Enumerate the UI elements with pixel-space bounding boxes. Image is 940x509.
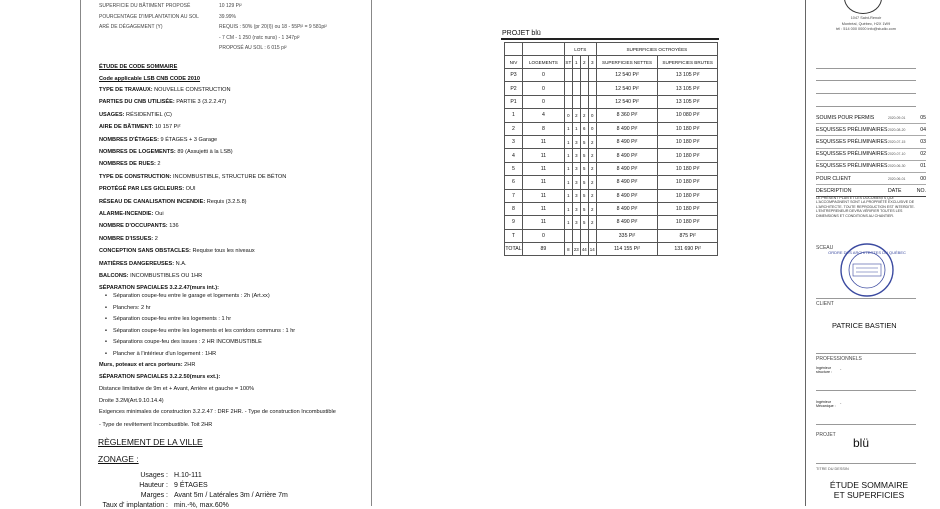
table-cell: 1	[564, 162, 572, 175]
table-row	[505, 229, 718, 242]
table-cell: 3	[572, 162, 580, 175]
table-cell: 11	[522, 135, 564, 148]
note-line: Droite 3.2M(Art.9.10.14.4)	[99, 398, 164, 404]
revision-row	[816, 112, 926, 124]
table-cell: 8 490 Pi²	[596, 176, 658, 189]
reglement-title: RÈGLEMENT DE LA VILLE	[98, 437, 203, 447]
code-field-value: 2	[153, 235, 158, 242]
separation-item: • Séparation coupe-feu entre les logements et les corridors communs : 1 hr	[105, 326, 295, 338]
table-cell: 11	[522, 189, 564, 202]
table-cell: 5	[580, 149, 588, 162]
table-cell: 11	[522, 202, 564, 215]
revision-date: 2020-07-15	[888, 139, 906, 144]
code-field-value: 10 157 Pi²	[153, 124, 181, 131]
header-cell	[505, 43, 523, 56]
pros-label: PROFESSIONNELS	[816, 356, 862, 362]
zonage-key: Hauteur :	[139, 482, 168, 489]
table-cell: 8 490 Pi²	[596, 162, 658, 175]
code-field-key: NOMBRES DE LOGEMENTS:	[99, 149, 176, 155]
area-value: 39.99%	[219, 13, 236, 20]
zonage-value: 9 ÉTAGES	[174, 482, 208, 489]
code-field-key: AIRE DE BÂTIMENT:	[99, 124, 154, 131]
table-cell: 1	[564, 135, 572, 148]
table-cell: 8	[564, 243, 572, 256]
code-field	[99, 161, 161, 167]
code-field-key: BALCONS:	[99, 273, 129, 279]
sheet-left-border	[80, 0, 81, 506]
code-field-key: CONCEPTION SANS OBSTACLES:	[99, 248, 191, 255]
table-cell: 5	[580, 135, 588, 148]
table-cell: 0	[522, 82, 564, 95]
code-field	[99, 362, 195, 368]
column-header: 3	[588, 56, 596, 69]
code-field	[99, 87, 231, 93]
table-cell: 10 180 Pi²	[658, 135, 718, 148]
tb-rule	[816, 298, 916, 299]
table-title-rule	[501, 38, 719, 40]
table-cell: 10 180 Pi²	[658, 176, 718, 189]
table-cell: 8 360 Pi²	[596, 109, 658, 122]
code-field-key: SÉPARATION SPACIALES 3.2.2.50(murs ext.):	[99, 374, 221, 380]
table-cell: 114 155 Pi²	[596, 243, 658, 256]
table-row	[505, 95, 718, 108]
table-cell: 2	[588, 216, 596, 229]
tb-rule	[816, 353, 916, 354]
code-field-value: OUI	[184, 186, 196, 193]
revision-desc: ESQUISSES PRÉLIMINAIRES	[816, 138, 888, 145]
architect-seal	[828, 242, 906, 298]
table-cell: 2	[588, 189, 596, 202]
table-cell: 8 490 Pi²	[596, 216, 658, 229]
table-cell	[572, 82, 580, 95]
client-label: CLIENT	[816, 301, 834, 307]
pro-key: Ingénieur Mécanique :	[816, 400, 836, 409]
table-row	[505, 162, 718, 175]
code-field	[99, 211, 164, 217]
table-cell: 1	[564, 216, 572, 229]
table-cell: 1	[564, 176, 572, 189]
area-value: REQUIS : 50% (pr 20(I)) ou 18 - 55Pi² = 9 581pi²	[219, 24, 327, 30]
column-header: 2	[580, 56, 588, 69]
zonage-value: min.-%, max.60%	[174, 502, 229, 509]
table-cell: 2	[588, 162, 596, 175]
address-line: 1047 Saint-Renoir	[850, 16, 882, 20]
table-cell: 13 105 Pi²	[658, 95, 718, 108]
code-field-key: USAGES:	[99, 111, 125, 118]
table-row	[505, 149, 718, 162]
area-label: SUPERFICIE DU BÂTIMENT PROPOSÉ	[99, 3, 191, 9]
table-cell	[588, 82, 596, 95]
table-cell: P3	[505, 69, 523, 82]
table-row	[505, 109, 718, 122]
table-cell: 11	[522, 176, 564, 189]
pro-value: -	[840, 366, 842, 371]
revision-date: 2020-07-10	[888, 152, 906, 157]
table-cell: 131 690 Pi²	[658, 243, 718, 256]
tb-rule	[816, 93, 916, 94]
table-cell	[572, 95, 580, 108]
table-row	[505, 176, 718, 189]
code-field-key: PROTÉGÉ PAR LES GICLEURS:	[99, 186, 185, 193]
revision-no: 04	[920, 126, 926, 133]
revision-desc: POUR CLIENT	[816, 175, 851, 182]
table-cell: 4	[522, 109, 564, 122]
table-cell	[588, 69, 596, 82]
revision-no: 01	[920, 163, 926, 170]
code-field-value: PARTIE 3 (3.2.2.47)	[174, 99, 227, 106]
separation-item: • Plancher à l'intérieur d'un logement : 1HR	[105, 349, 295, 361]
table-cell: 1	[564, 149, 572, 162]
zonage-value: H.10-111	[174, 472, 202, 479]
table-cell: 10 180 Pi²	[658, 162, 718, 175]
code-field	[99, 236, 158, 242]
revision-row	[816, 173, 926, 185]
table-cell: 5	[580, 176, 588, 189]
table-cell: 8 490 Pi²	[596, 189, 658, 202]
table-cell: 10 180 Pi²	[658, 202, 718, 215]
table-cell: P1	[505, 95, 523, 108]
table-cell: 875 Pi²	[658, 229, 718, 242]
table-cell: 3	[572, 216, 580, 229]
tb-rule	[816, 463, 916, 464]
revision-no: 00	[920, 175, 926, 182]
code-field	[99, 374, 220, 380]
code-field-value: 2	[155, 161, 161, 168]
table-cell: 10 180 Pi²	[658, 122, 718, 135]
table-cell: 2	[588, 202, 596, 215]
table-cell: 11	[522, 162, 564, 175]
code-field	[99, 112, 172, 118]
table-row	[505, 122, 718, 135]
code-field-key: Murs, poteaux et arcs porteurs:	[99, 362, 183, 368]
code-field	[99, 124, 180, 130]
note-line: - Type de revêtement Incombustible. Toit 2HR	[99, 422, 213, 428]
area-label: ARÉ DE DÉGAGEMENT (Y)	[99, 24, 163, 30]
tb-rule	[816, 390, 916, 391]
area-label: POURCENTAGE D'IMPLANTATION AU SOL	[99, 13, 199, 20]
area-value: PROPOSÉ AU SOL : 6 015 pi²	[219, 45, 287, 51]
revision-row	[816, 124, 926, 136]
titleblock-border	[805, 0, 806, 506]
table-cell: 2	[572, 109, 580, 122]
table-cell	[580, 229, 588, 242]
table-cell: 7	[505, 189, 523, 202]
surface-table	[504, 42, 718, 256]
code-field-value: INCOMBUSTIBLE, STRUCTURE DE BÉTON	[171, 173, 287, 180]
header-lots: LOTS	[564, 43, 596, 56]
code-field-key: SÉPARATION SPACIALES 3.2.2.47(murs int.):	[99, 285, 219, 292]
table-cell: T	[505, 229, 523, 242]
code-field	[99, 137, 217, 143]
table-cell: 2	[505, 122, 523, 135]
zonage-key: Usages :	[140, 472, 168, 479]
column-header: NIV	[505, 56, 523, 69]
table-cell: 0	[522, 95, 564, 108]
table-cell: 4	[505, 149, 523, 162]
table-cell: 6	[505, 176, 523, 189]
pro-key: Ingénieur structure :	[816, 366, 832, 375]
table-row	[505, 135, 718, 148]
table-row	[505, 82, 718, 95]
code-field-key: MATIÈRES DANGEREUSES:	[99, 260, 175, 267]
revision-row	[816, 149, 926, 161]
table-row	[505, 243, 718, 256]
revision-row	[816, 136, 926, 148]
column-header: ST	[564, 56, 572, 69]
revision-desc: ESQUISSES PRÉLIMINAIRES	[816, 151, 888, 158]
pro-value: -	[840, 400, 842, 405]
code-field	[99, 199, 247, 205]
code-field	[99, 149, 233, 155]
area-value: - 7 CM - 1 250 (nstc nuns) - 1 347pi²	[219, 34, 300, 41]
table-cell: 8 490 Pi²	[596, 149, 658, 162]
table-cell	[588, 229, 596, 242]
table-cell: 23	[572, 243, 580, 256]
table-cell: 0	[588, 122, 596, 135]
revision-date-head: DATE	[888, 187, 902, 194]
code-field	[99, 186, 196, 192]
logo-mark	[844, 0, 882, 14]
table-cell: 12 540 Pi²	[596, 95, 658, 108]
table-cell: 10 180 Pi²	[658, 216, 718, 229]
header-cell	[522, 43, 564, 56]
revision-desc-head: DESCRIPTION	[816, 187, 852, 194]
table-cell: 13 105 Pi²	[658, 82, 718, 95]
revision-date: 2020-09-01	[888, 115, 906, 120]
client-name: PATRICE BASTIEN	[832, 321, 897, 330]
table-row	[505, 216, 718, 229]
table-cell: 8	[522, 122, 564, 135]
table-cell: 2	[588, 176, 596, 189]
column-header: SUPERFICIES BRUTES	[658, 56, 718, 69]
code-field-key: RÉSEAU DE CANALISATION INCENDIE:	[99, 198, 206, 205]
code-field	[99, 273, 202, 279]
note-line: Exigences minimales de construction 3.2.2.47 : DRF 2HR. - Type de construction Incombustible	[99, 409, 336, 415]
table-title: PROJET blü	[502, 30, 541, 37]
revision-no-head: NO.	[916, 187, 926, 194]
code-field-key: NOMBRE D'OCCUPANTS:	[99, 223, 168, 230]
table-cell: 5	[505, 162, 523, 175]
sceau-label: SCEAU	[816, 245, 834, 251]
table-cell	[564, 95, 572, 108]
code-field-key: NOMBRE D'ISSUES:	[99, 235, 154, 242]
revision-desc: SOUMIS POUR PERMIS	[816, 114, 875, 121]
table-cell: 9	[505, 216, 523, 229]
etude-title: ÉTUDE DE CODE SOMMAIRE	[99, 64, 178, 70]
code-field-value: 2HR	[182, 362, 196, 368]
table-cell	[564, 69, 572, 82]
table-cell: 3	[572, 202, 580, 215]
code-field	[99, 261, 187, 267]
table-cell	[564, 82, 572, 95]
table-cell: 5	[580, 189, 588, 202]
table-cell: 2	[580, 109, 588, 122]
table-row	[505, 69, 718, 82]
zonage-title: ZONAGE :	[98, 454, 139, 464]
header-superficies: SUPERFICIES OCTROYÉES	[596, 43, 717, 56]
zonage-key: Taux d' implantation :	[102, 502, 168, 509]
code-field	[99, 248, 255, 254]
table-cell: 12 540 Pi²	[596, 82, 658, 95]
code-field-value: Requise tous les niveaux	[190, 248, 255, 255]
code-field	[99, 223, 179, 229]
table-cell: 12 540 Pi²	[596, 69, 658, 82]
table-cell: 11	[522, 216, 564, 229]
code-line: Code applicable LSB CNB CODE 2010	[99, 76, 201, 82]
code-field-key: NOMBRES D'ÉTAGES:	[99, 136, 159, 143]
code-field-value: RÉSIDENTIEL (C)	[124, 111, 172, 118]
table-cell: 3	[572, 189, 580, 202]
table-cell	[572, 69, 580, 82]
code-field	[99, 174, 286, 180]
table-cell	[572, 229, 580, 242]
table-cell: P2	[505, 82, 523, 95]
revision-desc: ESQUISSES PRÉLIMINAIRES	[816, 126, 888, 133]
sheet-title-2: ET SUPERFICIES	[833, 490, 905, 500]
table-header	[505, 56, 718, 69]
table-cell: 1	[564, 122, 572, 135]
table-cell: 8	[505, 202, 523, 215]
zonage-key: Marges :	[140, 492, 168, 499]
tb-rule	[816, 106, 916, 107]
zonage-value: Avant 5m / Latérales 3m / Arrière 7m	[174, 492, 288, 499]
table-cell	[580, 95, 588, 108]
code-field	[99, 99, 226, 105]
seal-text: ORDRE DES ARCHITECTES DU QUÉBEC	[828, 250, 906, 255]
table-cell: 10 080 Pi²	[658, 109, 718, 122]
table-row	[505, 202, 718, 215]
address-line: Montréal, Québec, H2X 1W9	[841, 21, 891, 26]
tb-rule	[816, 424, 916, 425]
table-cell: 2	[588, 149, 596, 162]
code-field-value: NOUVELLE CONSTRUCTION	[152, 87, 231, 93]
revision-date: 2020-06-01	[888, 176, 906, 181]
table-cell: 0	[588, 109, 596, 122]
table-cell	[580, 69, 588, 82]
table-cell: 10 180 Pi²	[658, 149, 718, 162]
table-cell: 5	[580, 202, 588, 215]
separation-item: • Séparation coupe-feu entre les logements : 1 hr	[105, 314, 295, 326]
note-line: Distance limitative de 9m et + Avant, Arrière et gauche = 100%	[99, 386, 255, 392]
code-field-key: ALARME-INCENDIE:	[99, 211, 154, 217]
code-field-value: INCOMBUSTIBLES OU 1HR	[128, 273, 203, 279]
code-field-key: TYPE DE CONSTRUCTION:	[99, 173, 172, 180]
code-field-value: 89 (Assujetti à la LSB)	[175, 149, 233, 155]
code-field-value: 9 ÉTAGES + 3 Garage	[158, 136, 218, 143]
revision-date: 2020-08-20	[888, 127, 906, 132]
table-cell: 5	[580, 162, 588, 175]
table-cell: 2	[588, 135, 596, 148]
table-cell: 44	[580, 243, 588, 256]
sheet-divider-left	[371, 0, 372, 506]
general-notes: LE PRÉSENT PLAN ET LES DOCUMENTS QUI L'ACCOMPAGNENT SONT LA PROPRIÉTÉ EXCLUSIVE DE L'ARCHITECTE. TOUTE REPRODUCTION EST INTERDITE. L'ENTREPRENEUR DEVRA VÉRIFIER TOUTES LES DIMENSIONS ET CONDITIONS AU CHANTIER.	[816, 196, 915, 218]
revision-desc: ESQUISSES PRÉLIMINAIRES	[816, 163, 888, 170]
table-cell: 8 490 Pi²	[596, 202, 658, 215]
sheet-title-1: ÉTUDE SOMMAIRE	[829, 480, 909, 490]
revision-no: 05	[920, 114, 926, 121]
table-cell: 6	[580, 122, 588, 135]
code-field-key: TYPE DE TRAVAUX:	[99, 87, 153, 93]
tb-rule	[816, 80, 916, 81]
projet-label: PROJET	[816, 432, 836, 438]
separation-list	[105, 291, 295, 360]
column-header: SUPERFICIES NETTES	[596, 56, 658, 69]
table-cell: 0	[522, 69, 564, 82]
table-header-group	[505, 43, 718, 56]
table-cell: 1	[564, 189, 572, 202]
area-value: 10 129 Pi²	[219, 3, 242, 9]
table-cell	[580, 82, 588, 95]
code-field-value: Requis (3.2.5.8)	[205, 198, 247, 205]
table-row	[505, 189, 718, 202]
column-header: 1	[572, 56, 580, 69]
table-cell: 3	[572, 135, 580, 148]
code-field-key: PARTIES DU CNB UTILISÉE:	[99, 99, 175, 106]
revision-no: 03	[920, 138, 926, 145]
table-cell: 11	[522, 149, 564, 162]
table-cell: 10 180 Pi²	[658, 189, 718, 202]
table-cell: 0	[522, 229, 564, 242]
table-cell	[588, 95, 596, 108]
revision-row	[816, 161, 926, 173]
separation-item: • Séparations coupe-feu des issues : 2 HR INCOMBUSTIBLE	[105, 337, 295, 349]
revision-no: 02	[920, 151, 926, 158]
revision-date: 2020-06-30	[888, 164, 906, 169]
separation-item: • Séparation coupe-feu entre le garage et logements : 2h (Art.xx)	[105, 291, 295, 303]
table-cell: 8 490 Pi²	[596, 122, 658, 135]
table-cell: 1	[572, 122, 580, 135]
code-field-key: NOMBRES DE RUES:	[99, 161, 156, 168]
table-cell: 335 Pi²	[596, 229, 658, 242]
table-cell: 0	[564, 109, 572, 122]
table-cell: 8 490 Pi²	[596, 135, 658, 148]
table-cell: 1	[564, 202, 572, 215]
address-line: tél : 514 000 0000 info@studio.com	[836, 27, 896, 31]
table-cell	[564, 229, 572, 242]
separation-item: • Planchers: 2 hr	[105, 303, 295, 315]
table-cell: 3	[572, 149, 580, 162]
column-header: LOGEMENTS	[522, 56, 564, 69]
table-cell: 14	[588, 243, 596, 256]
table-cell: 1	[505, 109, 523, 122]
table-cell: 89	[522, 243, 564, 256]
table-cell: 3	[505, 135, 523, 148]
projet-name: blü	[853, 436, 870, 450]
table-cell: 5	[580, 216, 588, 229]
table-cell: 3	[572, 176, 580, 189]
tb-rule	[816, 68, 916, 69]
code-field-value: N.A.	[174, 260, 187, 267]
revision-table	[816, 112, 926, 197]
titre-label: TITRE DU DESSIN	[816, 467, 849, 471]
table-cell: TOTAL	[505, 243, 523, 256]
table-cell: 13 105 Pi²	[658, 69, 718, 82]
code-field-value: 136	[167, 223, 179, 230]
code-field-value: Oui	[153, 211, 164, 217]
